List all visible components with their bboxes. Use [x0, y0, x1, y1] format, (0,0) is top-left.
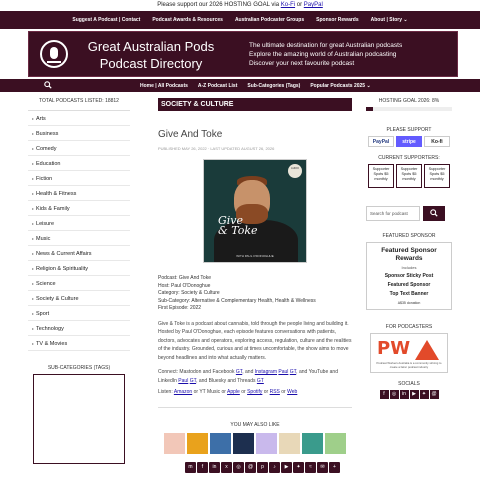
category-label: Music: [36, 236, 51, 242]
podcast-description: Give & Toke is a podcast about cannabis, told through the people living and building it. Hosted by Paul O'Donoghue, each episode features conversations with patients, doctors, advocates and operators, exploring access, regulation, culture and the realities of the industry. Grounded, curious and at times uncomfortable, the show aims to move beyond headlines and into what actually matters.: [158, 320, 352, 361]
category-item[interactable]: [28, 306, 130, 321]
category-label: Fiction: [36, 176, 53, 182]
for-podcasters-label: FOR PODCASTERS: [385, 324, 433, 330]
nav-about[interactable]: About | Story ⌄: [370, 17, 408, 23]
related-podcast-thumb[interactable]: [279, 433, 300, 454]
social-icons: [366, 390, 452, 399]
subcategories-title: SUB-CATEGORIES (TAGS): [47, 365, 111, 371]
hosting-goal-fill: [366, 107, 373, 111]
support-banner: [0, 0, 480, 11]
section-heading[interactable]: SOCIETY & CULTURE: [158, 98, 352, 111]
category-label: Arts: [36, 116, 46, 122]
rss-icon[interactable]: ≈: [305, 462, 316, 473]
also-like-heading: YOU MAY ALSO LIKE: [230, 422, 280, 428]
nav-groups[interactable]: Australian Podcaster Groups: [234, 17, 305, 23]
featured-item: Featured Sponsor: [387, 282, 431, 288]
amazon-link[interactable]: Amazon: [173, 389, 193, 395]
cover-title: [218, 216, 258, 236]
search-icon: [430, 209, 438, 217]
payment-buttons: [366, 136, 452, 147]
detail-host: Host: Paul O'Donoghue: [158, 282, 211, 289]
search-input[interactable]: Search for podcast: [366, 206, 420, 221]
apple-link[interactable]: Apple: [227, 389, 240, 395]
connect-prefix: Connect: Mastodon and Facebook: [158, 369, 235, 375]
tag-cloud[interactable]: [33, 374, 125, 464]
related-podcast-thumb[interactable]: [164, 433, 185, 454]
tagline-2: Explore the amazing world of Australian podcasting: [249, 51, 397, 58]
right-sidebar: [366, 98, 452, 399]
category-item[interactable]: [28, 291, 130, 306]
kofi-link[interactable]: Ko-Fi: [280, 2, 296, 8]
detail-first-episode: First Episode: 2022: [158, 305, 202, 311]
category-label: Religion & Spirituality: [36, 266, 88, 272]
category-item[interactable]: [28, 186, 130, 201]
share-icon[interactable]: +: [329, 462, 340, 473]
folder-arrow-icon: ▸: [32, 326, 35, 331]
related-podcast-thumb[interactable]: [302, 433, 323, 454]
site-header: [0, 29, 480, 79]
folder-arrow-icon: ▸: [32, 251, 35, 256]
pwa-triangle-icon: [415, 340, 439, 360]
subnav-popular[interactable]: Popular Podcasts 2025 ⌄: [310, 82, 371, 89]
connect-bsky: , and Bluesky and Threads: [196, 377, 256, 384]
post-title: Give And Toke: [158, 129, 223, 140]
category-label: Sport: [36, 311, 50, 317]
podcast-cover-image: [203, 159, 307, 263]
cover-title-a: Give: [218, 214, 244, 227]
featured-item: Top Text Banner: [389, 291, 429, 297]
kofi-button[interactable]: Ko-fi: [424, 136, 450, 147]
folder-arrow-icon: ▸: [32, 281, 35, 286]
folder-arrow-icon: ▸: [32, 176, 35, 181]
folder-arrow-icon: ▸: [32, 236, 35, 241]
nav-awards[interactable]: Podcast Awards & Resources: [152, 17, 223, 23]
web-link[interactable]: Web: [287, 389, 298, 395]
tagline-1: The ultimate destination for great Australian podcasts: [249, 42, 403, 49]
category-item[interactable]: [28, 201, 130, 216]
linkedin-icon[interactable]: in: [209, 462, 220, 473]
category-label: Comedy: [36, 146, 57, 152]
related-podcasts: [158, 433, 352, 454]
threads-icon[interactable]: @: [431, 391, 437, 397]
listen-prefix: Listen:: [158, 389, 173, 395]
cover-badge: AUDIO: [288, 164, 302, 178]
instagram-link[interactable]: Instagram: [254, 369, 277, 375]
category-label: Health & Fitness: [36, 191, 77, 197]
threads-gt-link[interactable]: GT: [256, 377, 264, 384]
instagram-gt-link[interactable]: GT: [289, 369, 297, 375]
facebook-icon[interactable]: f: [380, 390, 389, 399]
featured-sponsor-label: FEATURED SPONSOR: [382, 233, 436, 239]
facebook-icon[interactable]: f: [197, 462, 208, 473]
folder-arrow-icon: ▸: [32, 161, 35, 166]
folder-arrow-icon: ▸: [32, 296, 35, 301]
bluesky-icon[interactable]: ✦: [293, 462, 304, 473]
subnav-home[interactable]: Home | All Podcasts: [140, 82, 188, 89]
supporter-spot[interactable]: Supporter Spots $5 monthly: [368, 164, 394, 188]
category-label: Science: [36, 281, 56, 287]
category-item[interactable]: [28, 216, 130, 231]
hosting-goal-label: HOSTING GOAL 2026: 8%: [378, 98, 440, 104]
or-text: or: [296, 2, 303, 8]
bluesky-icon[interactable]: ✦: [420, 390, 429, 399]
header-banner[interactable]: [28, 31, 458, 77]
category-label: Business: [36, 131, 59, 137]
paypal-link[interactable]: PayPal: [303, 2, 323, 8]
folder-arrow-icon: ▸: [32, 191, 35, 196]
x-icon[interactable]: x: [221, 462, 232, 473]
stripe-button[interactable]: stripe: [396, 136, 422, 147]
category-list: [28, 110, 130, 351]
threads-icon[interactable]: @: [245, 462, 256, 473]
category-item[interactable]: [28, 276, 130, 291]
listen-mid: or YT Music or: [193, 389, 226, 395]
site-title-line2: Podcast Directory: [99, 56, 203, 71]
mastodon-icon[interactable]: m: [185, 462, 196, 473]
pwa-banner[interactable]: [370, 333, 448, 373]
folder-arrow-icon: ▸: [32, 116, 35, 121]
listen-or: or: [263, 389, 269, 395]
youtube-icon[interactable]: ▶: [410, 390, 419, 399]
connect-yt: , and YouTube and LinkedIn: [158, 369, 338, 384]
featured-price: A$35 donation: [397, 301, 421, 305]
featured-includes: Includes: [401, 265, 417, 270]
related-podcast-thumb[interactable]: [325, 433, 346, 454]
category-item[interactable]: [28, 156, 130, 171]
folder-arrow-icon: ▸: [32, 131, 35, 136]
category-item[interactable]: [28, 246, 130, 261]
folder-arrow-icon: ▸: [32, 146, 35, 151]
total-podcasts: TOTAL PODCASTS LISTED: 18812: [39, 98, 119, 104]
category-label: TV & Movies: [36, 341, 68, 347]
socials-label: SOCIALS: [398, 381, 420, 387]
paypal-button[interactable]: PayPal: [368, 136, 394, 147]
listen-or: or: [281, 389, 286, 395]
nav-sponsor[interactable]: Sponsor Rewards: [316, 17, 359, 23]
category-label: Education: [36, 161, 61, 167]
category-item[interactable]: [28, 171, 130, 186]
detail-podcast: Podcast: Give And Toke: [158, 275, 211, 281]
folder-arrow-icon: ▸: [32, 311, 35, 316]
tiktok-icon[interactable]: ♪: [269, 462, 280, 473]
instagram-icon[interactable]: ◎: [390, 390, 399, 399]
secondary-nav: [0, 79, 480, 92]
hosting-goal-bar: [366, 107, 452, 111]
category-label: News & Current Affairs: [36, 251, 92, 257]
subnav-az[interactable]: A-Z Podcast List: [197, 82, 238, 89]
connect-and-ig: , and: [242, 369, 254, 375]
please-support-label: PLEASE SUPPORT: [386, 127, 432, 133]
podcast-search: [366, 206, 452, 221]
spotify-link[interactable]: Spotify: [247, 389, 263, 395]
folder-arrow-icon: ▸: [32, 266, 35, 271]
site-title[interactable]: [81, 38, 221, 72]
connect-links: [158, 368, 352, 385]
supporter-spot[interactable]: Supporter Spots $5 monthly: [424, 164, 450, 188]
search-button[interactable]: [423, 206, 445, 221]
microphone-logo-icon: [40, 40, 68, 68]
pinterest-icon[interactable]: p: [257, 462, 268, 473]
nav-suggest[interactable]: Suggest A Podcast | Contact: [72, 17, 141, 23]
linkedin-gt-link[interactable]: GT: [189, 377, 197, 384]
facebook-gt-link[interactable]: GT: [235, 369, 243, 375]
folder-arrow-icon: ▸: [32, 206, 35, 211]
search-icon[interactable]: [44, 81, 52, 89]
instagram-paul-link[interactable]: Paul: [278, 369, 289, 375]
site-title-line1: Great Australian Pods: [87, 39, 215, 54]
related-podcast-thumb[interactable]: [210, 433, 231, 454]
category-label: Kids & Family: [36, 206, 70, 212]
linkedin-paul-link[interactable]: Paul: [178, 377, 189, 384]
listen-links: [158, 389, 352, 395]
footer-social-icons: [185, 462, 340, 473]
category-item[interactable]: [28, 111, 130, 126]
folder-arrow-icon: ▸: [32, 341, 35, 346]
related-podcast-thumb[interactable]: [187, 433, 208, 454]
detail-category: Category: Society & Culture: [158, 290, 220, 296]
category-item[interactable]: [28, 126, 130, 141]
left-sidebar: [28, 98, 130, 464]
featured-heading: Featured Sponsor Rewards: [381, 247, 437, 262]
related-podcast-thumb[interactable]: [233, 433, 254, 454]
main-content: [158, 98, 352, 454]
category-item[interactable]: [28, 336, 130, 351]
support-text: Please support our 2026 HOSTING GOAL via: [157, 2, 280, 8]
related-podcast-thumb[interactable]: [256, 433, 277, 454]
subnav-tags[interactable]: Sub-Categories (Tags): [247, 82, 301, 89]
category-item[interactable]: [28, 231, 130, 246]
cover-subtitle: WITH PAUL O'DONOGHUE: [236, 254, 274, 258]
instagram-icon[interactable]: ◎: [233, 462, 244, 473]
youtube-icon[interactable]: ▶: [281, 462, 292, 473]
tagline-3: Discover your next favourite podcast: [249, 60, 355, 67]
main-nav: [0, 11, 480, 29]
pwa-logo: PW: [377, 338, 411, 359]
category-item[interactable]: [28, 321, 130, 336]
supporter-spots: [366, 164, 452, 188]
email-icon[interactable]: ✉: [317, 462, 328, 473]
detail-subcategory: Sub-Category: Alternative & Complementary Health, Health & Wellness: [158, 297, 316, 304]
category-label: Technology: [36, 326, 64, 332]
cover-title-b: & Toke: [218, 224, 258, 237]
category-item[interactable]: [28, 261, 130, 276]
tagline: [249, 41, 402, 68]
divider: [158, 407, 352, 408]
featured-item: Sponsor Sticky Post: [384, 273, 434, 279]
category-label: Leisure: [36, 221, 55, 227]
listen-or: or: [241, 389, 246, 395]
post-meta: PUBLISHED MAY 26, 2022 · LAST UPDATED AUGUST 26, 2026: [158, 146, 275, 151]
category-item[interactable]: [28, 141, 130, 156]
folder-arrow-icon: ▸: [32, 221, 35, 226]
supporter-spot[interactable]: Supporter Spots $5 monthly: [396, 164, 422, 188]
current-supporters-label: CURRENT SUPPORTERS:: [378, 155, 440, 161]
linkedin-icon[interactable]: in: [400, 390, 409, 399]
featured-sponsor-box[interactable]: [366, 242, 452, 310]
category-label: Society & Culture: [36, 296, 79, 302]
podcast-details: [158, 275, 352, 313]
rss-link[interactable]: RSS: [269, 389, 280, 395]
pwa-text: Podcast Workers Australia is a community striving to create a fairer podcast industry: [376, 361, 442, 369]
